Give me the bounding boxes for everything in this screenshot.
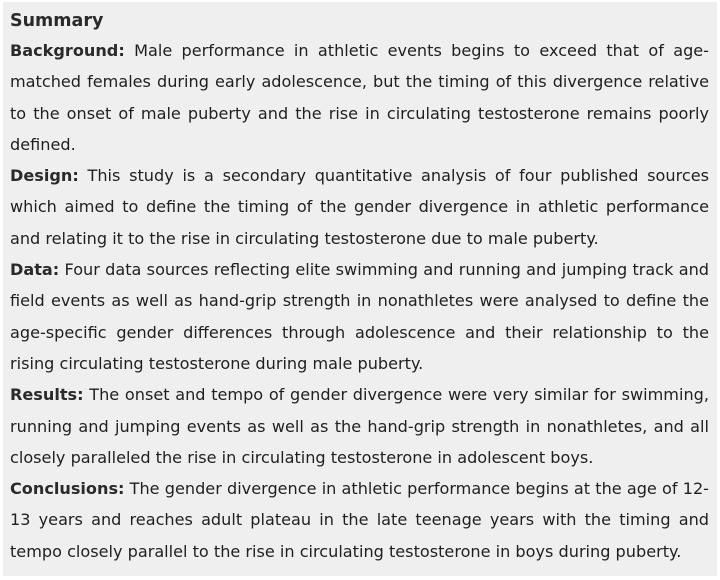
data-label: Data: bbox=[10, 260, 60, 280]
summary-box bbox=[3, 2, 717, 576]
data-text: Four data sources reflecting elite swimming and running and jumping track and field events as well as hand-grip strength in nonathletes were analysed to define the age-specific gender differences through adolescence and their relationship to the rising circulating testosterone during male puberty. bbox=[10, 260, 709, 373]
design-label: Design: bbox=[10, 166, 79, 186]
conclusions-text: The gender divergence in athletic performance begins at the age of 12-13 years and reaches adult plateau in the late teenage years with the timing and tempo closely parallel to the rise in circulating testosterone in boys during puberty. bbox=[10, 479, 709, 561]
background-text: Male performance in athletic events begins to exceed that of age-matched females during early adolescence, but the timing of this divergence relative to the onset of male puberty and the rise in circulating testosterone remains poorly defined. bbox=[10, 41, 709, 154]
summary-heading: Summary bbox=[10, 11, 104, 31]
background-paragraph bbox=[10, 35, 709, 160]
results-paragraph bbox=[10, 379, 709, 473]
background-label: Background: bbox=[10, 41, 125, 60]
data-paragraph bbox=[10, 254, 709, 379]
results-label: Results: bbox=[10, 385, 84, 405]
design-text: This study is a secondary quantitative analysis of four published sources which aimed to define the timing of the gender divergence in athletic performance and relating it to the rise in circulating testosterone due to male puberty. bbox=[10, 166, 709, 248]
conclusions-paragraph bbox=[10, 473, 709, 567]
design-paragraph bbox=[10, 160, 709, 254]
results-text: The onset and tempo of gender divergence were very similar for swimming, running and jumping events as well as the hand-grip strength in nonathletes, and all closely paralleled the rise in circulating testosterone in adolescent boys. bbox=[10, 385, 709, 467]
conclusions-label: Conclusions: bbox=[10, 479, 125, 499]
